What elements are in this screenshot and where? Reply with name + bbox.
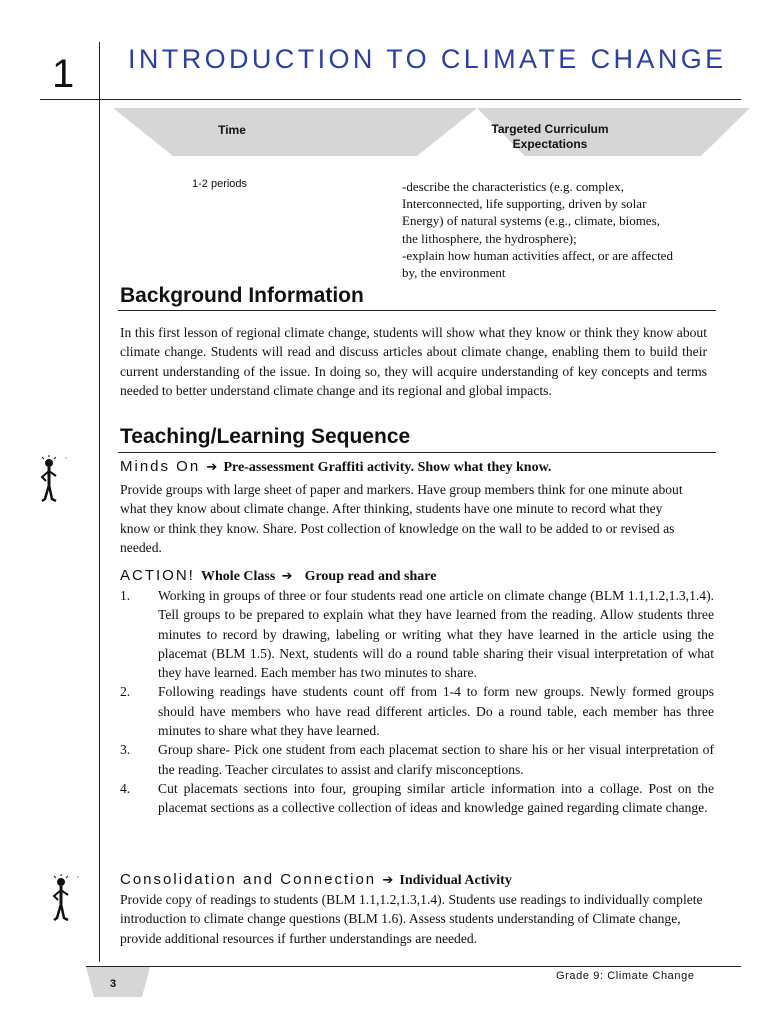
step-text: Cut placemats sections into four, grouping similar article information into a collage. Post on the placemat sections as a collective collection of ideas and knowledge gained regarding climate change.	[158, 780, 714, 816]
list-item	[120, 740, 714, 779]
minds-on-activity: Pre-assessment Graffiti activity. Show what they know.	[223, 460, 552, 475]
action-label: ACTION!	[120, 567, 195, 584]
expectation-line: Interconnected, life supporting, driven by solar	[402, 196, 647, 212]
margin-rule	[99, 42, 100, 962]
footer-course: Grade 9: Climate Change	[556, 970, 695, 982]
action-activity-b: Group read and share	[304, 569, 437, 584]
expectation-line: -explain how human activities affect, or are affected	[402, 247, 673, 263]
expectations-header: Targeted Curriculum Expectations	[491, 122, 609, 151]
expectations-list	[402, 178, 732, 281]
step-number: 3.	[120, 742, 131, 758]
arrow-icon: ➔	[281, 569, 293, 584]
list-item	[120, 682, 714, 740]
page-number: 3	[110, 978, 117, 990]
sequence-heading: Teaching/Learning Sequence	[120, 425, 411, 448]
background-rule	[118, 310, 716, 311]
consolidation-heading	[120, 871, 512, 889]
sequence-rule	[118, 452, 716, 453]
chapter-number: 1	[52, 52, 75, 96]
step-number: 1.	[120, 588, 131, 603]
step-text: Following readings have students count off from 1-4 to form new groups. Newly formed groups should have members who have read different articles. Do a round table, each member has three minutes to share what they have learned.	[158, 684, 714, 739]
step-text: Group share- Pick one student from each placemat section to share his or her visual interpretation of the reading. Teacher circulates to assist and clarify misconceptions.	[158, 742, 714, 777]
minds-on-paragraph: Provide groups with large sheet of paper and markers. Have group members think for one minute about what they know about climate change. After thinking, students have one minute to record what they know or think they know. Share. Post collection of knowledge on the wall to be added to or revised as needed.	[120, 482, 683, 555]
consolidation-paragraph: Provide copy of readings to students (BLM 1.1,1.2,1.3,1.4). Students use readings to individually complete introduction to climate change questions (BLM 1.6). Assess students understanding of Climate change, provide additional resources if further understandings are needed.	[120, 892, 703, 946]
step-number: 2.	[120, 684, 131, 700]
step-text: Working in groups of three or four students read one article on climate change (BLM 1.1,1.2,1.3,1.4). Tell groups to be prepared to explain what they have learned from the reading. Allow students three minutes to record by drawing, labeling or writing what they have learned in the article using the placemat (BLM 1.5). Next, students will do a round table sharing their visual interpretation of what they have learned. Each member has two minutes to share.	[158, 588, 714, 681]
minds-on-label: Minds On	[120, 458, 201, 475]
action-activity-a: Whole Class	[201, 569, 276, 584]
header-rule	[40, 99, 741, 100]
arrow-icon: ➔	[382, 873, 394, 888]
consolidation-label: Consolidation and Connection	[120, 871, 377, 888]
page-number-tab	[86, 967, 150, 999]
minds-on-heading	[120, 458, 551, 476]
list-item	[120, 779, 714, 818]
expectation-line: -describe the characteristics (e.g. complex,	[402, 179, 624, 194]
expectation-line: by, the environment	[402, 265, 506, 281]
consolidation-activity: Individual Activity	[399, 873, 512, 888]
background-paragraph: In this first lesson of regional climate change, students will show what they know or think they know about climate change. Students will read and discuss articles about climate change, enabling them to build their current understanding of the issue. In doing so, they will acquire understanding of key concepts and terms needed to better understand climate change and its regional and global impacts.	[120, 325, 707, 398]
expectation-line: the lithosphere, the hydrosphere);	[402, 230, 577, 246]
action-steps	[120, 586, 714, 818]
action-heading	[120, 567, 436, 585]
time-header: Time	[218, 123, 246, 137]
thinking-person-icon	[36, 455, 70, 507]
background-heading: Background Information	[120, 284, 364, 307]
expectation-line: Energy) of natural systems (e.g., climate, biomes,	[402, 213, 660, 229]
step-number: 4.	[120, 780, 131, 796]
chapter-title: INTRODUCTION TO CLIMATE CHANGE	[128, 44, 727, 74]
thinking-person-icon	[48, 874, 82, 926]
footer-rule	[86, 966, 741, 967]
arrow-icon: ➔	[206, 460, 218, 475]
list-item	[120, 586, 714, 682]
time-value: 1-2 periods	[192, 178, 248, 190]
